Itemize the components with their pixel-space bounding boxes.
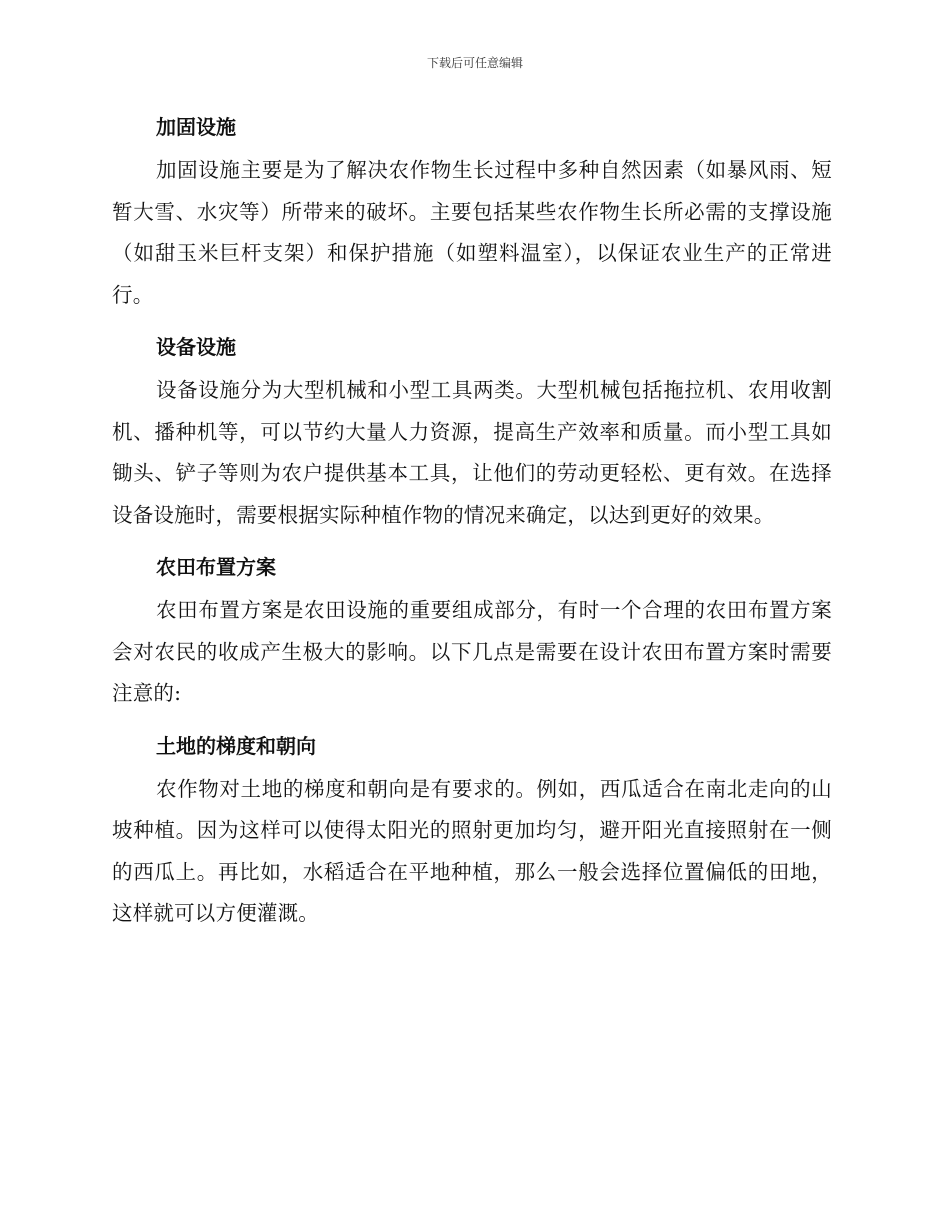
section-reinforcement: [112, 106, 832, 316]
section-paragraph: 农田布置方案是农田设施的重要组成部分，有时一个合理的农田布置方案会对农民的收成产生极大的影响。以下几点是需要在设计农田布置方案时需要注意的:: [112, 598, 832, 705]
section-slope-orientation: [112, 725, 832, 935]
section-heading: 农田布置方案: [156, 555, 276, 579]
section-heading: 土地的梯度和朝向: [156, 733, 316, 758]
document-body: [112, 106, 832, 945]
section-heading: 加固设施: [156, 115, 236, 139]
section-heading: 设备设施: [156, 335, 236, 359]
section-paragraph: 设备设施分为大型机械和小型工具两类。大型机械包括拖拉机、农用收割机、播种机等，可以节约大量人力资源，提高生产效率和质量。而小型工具如锄头、铲子等则为农户提供基本工具，让他们的劳动更轻松、更有效。在选择设备设施时，需要根据实际种植作物的情况来确定，以达到更好的效果。: [112, 378, 832, 527]
page-header: 下载后可任意编辑: [426, 56, 523, 70]
section-paragraph: 农作物对土地的梯度和朝向是有要求的。例如，西瓜适合在南北走向的山坡种植。因为这样可以使得太阳光的照射更加均匀，避开阳光直接照射在一侧的西瓜上。再比如，水稻适合在平地种植，那么一般会选择位置偏低的田地，这样就可以方便灌溉。: [112, 776, 832, 925]
section-paragraph: 加固设施主要是为了解决农作物生长过程中多种自然因素（如暴风雨、短暂大雪、水灾等）所带来的破坏。主要包括某些农作物生长所必需的支撑设施（如甜玉米巨杆支架）和保护措施（如塑料温室），以保证农业生产的正常进行。: [112, 158, 832, 307]
section-field-layout: [112, 546, 832, 715]
section-equipment: [112, 326, 832, 536]
